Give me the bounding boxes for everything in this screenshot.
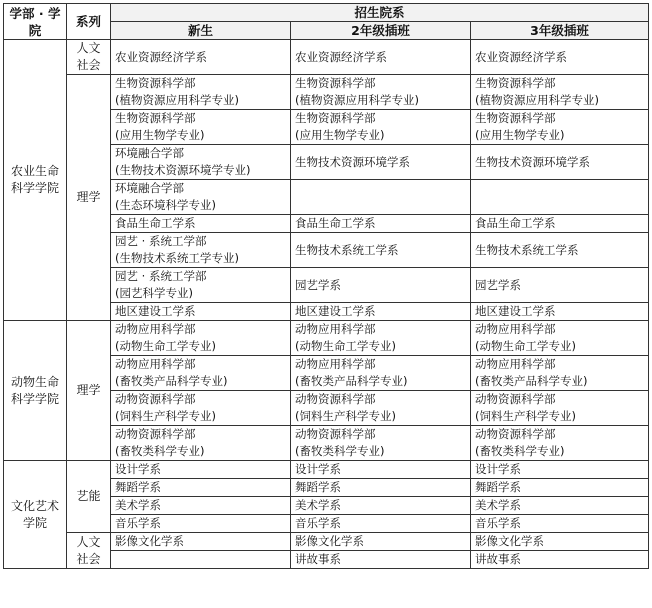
dept-grade3: 音乐学系 bbox=[471, 515, 649, 533]
dept-grade2: 动物资源科学部 (饲料生产科学专业) bbox=[291, 391, 471, 426]
header-grade2: 2年级插班 bbox=[291, 22, 471, 40]
dept-grade2: 影像文化学系 bbox=[291, 533, 471, 551]
dept-new: 环境融合学部 (生态环境科学专业) bbox=[111, 180, 291, 215]
dept-new: 影像文化学系 bbox=[111, 533, 291, 551]
college-name: 文化艺术学院 bbox=[4, 461, 67, 569]
dept-grade3: 生物技术资源环境学系 bbox=[471, 145, 649, 180]
dept-new bbox=[111, 551, 291, 569]
dept-grade3: 动物资源科学部 (饲料生产科学专业) bbox=[471, 391, 649, 426]
dept-grade2: 美术学系 bbox=[291, 497, 471, 515]
dept-grade2: 生物资源科学部 (应用生物学专业) bbox=[291, 110, 471, 145]
dept-grade2: 地区建设工学系 bbox=[291, 303, 471, 321]
recruitment-table bbox=[3, 3, 649, 569]
dept-new: 动物资源科学部 (饲料生产科学专业) bbox=[111, 391, 291, 426]
dept-new: 设计学系 bbox=[111, 461, 291, 479]
header-recruit: 招生院系 bbox=[111, 4, 649, 22]
dept-grade2: 讲故事系 bbox=[291, 551, 471, 569]
dept-new: 生物资源科学部 (应用生物学专业) bbox=[111, 110, 291, 145]
table-row bbox=[4, 75, 649, 110]
series-name: 人文社会 bbox=[67, 40, 111, 75]
header-new: 新生 bbox=[111, 22, 291, 40]
dept-grade2: 食品生命工学系 bbox=[291, 215, 471, 233]
dept-grade2: 生物资源科学部 (植物资源应用科学专业) bbox=[291, 75, 471, 110]
dept-new: 地区建设工学系 bbox=[111, 303, 291, 321]
dept-new: 食品生命工学系 bbox=[111, 215, 291, 233]
dept-grade2: 动物应用科学部 (动物生命工学专业) bbox=[291, 321, 471, 356]
dept-grade2: 动物应用科学部 (畜牧类产品科学专业) bbox=[291, 356, 471, 391]
dept-grade3: 动物资源科学部 (畜牧类科学专业) bbox=[471, 426, 649, 461]
college-name: 农业生命科学学院 bbox=[4, 40, 67, 321]
header-grade3: 3年级插班 bbox=[471, 22, 649, 40]
dept-grade2: 动物资源科学部 (畜牧类科学专业) bbox=[291, 426, 471, 461]
dept-new: 动物应用科学部 (畜牧类产品科学专业) bbox=[111, 356, 291, 391]
dept-new: 园艺 · 系统工学部 (生物技术系统工学专业) bbox=[111, 233, 291, 268]
series-name: 理学 bbox=[67, 75, 111, 321]
header-college: 学部 · 学院 bbox=[4, 4, 67, 40]
dept-grade2: 设计学系 bbox=[291, 461, 471, 479]
college-name: 动物生命科学学院 bbox=[4, 321, 67, 461]
dept-new: 舞蹈学系 bbox=[111, 479, 291, 497]
table-row bbox=[4, 40, 649, 75]
dept-grade2: 园艺学系 bbox=[291, 268, 471, 303]
dept-grade2: 农业资源经济学系 bbox=[291, 40, 471, 75]
dept-new: 农业资源经济学系 bbox=[111, 40, 291, 75]
table-row bbox=[4, 533, 649, 551]
series-name: 艺能 bbox=[67, 461, 111, 533]
dept-grade2: 音乐学系 bbox=[291, 515, 471, 533]
dept-grade2: 生物技术资源环境学系 bbox=[291, 145, 471, 180]
dept-grade3: 地区建设工学系 bbox=[471, 303, 649, 321]
dept-grade3: 食品生命工学系 bbox=[471, 215, 649, 233]
dept-new: 园艺 · 系统工学部 (园艺科学专业) bbox=[111, 268, 291, 303]
dept-grade3: 园艺学系 bbox=[471, 268, 649, 303]
dept-grade3: 讲故事系 bbox=[471, 551, 649, 569]
dept-grade3: 农业资源经济学系 bbox=[471, 40, 649, 75]
dept-grade3: 生物资源科学部 (应用生物学专业) bbox=[471, 110, 649, 145]
dept-grade3: 动物应用科学部 (动物生命工学专业) bbox=[471, 321, 649, 356]
dept-new: 动物应用科学部 (动物生命工学专业) bbox=[111, 321, 291, 356]
dept-new: 环境融合学部 (生物技术资源环境学专业) bbox=[111, 145, 291, 180]
dept-grade3: 影像文化学系 bbox=[471, 533, 649, 551]
dept-new: 美术学系 bbox=[111, 497, 291, 515]
dept-grade2: 舞蹈学系 bbox=[291, 479, 471, 497]
series-name: 人文社会 bbox=[67, 533, 111, 569]
dept-grade2 bbox=[291, 180, 471, 215]
header-series: 系列 bbox=[67, 4, 111, 40]
dept-grade3: 生物资源科学部 (植物资源应用科学专业) bbox=[471, 75, 649, 110]
dept-grade2: 生物技术系统工学系 bbox=[291, 233, 471, 268]
dept-grade3 bbox=[471, 180, 649, 215]
dept-new: 生物资源科学部 (植物资源应用科学专业) bbox=[111, 75, 291, 110]
dept-grade3: 生物技术系统工学系 bbox=[471, 233, 649, 268]
dept-new: 动物资源科学部 (畜牧类科学专业) bbox=[111, 426, 291, 461]
table-row bbox=[4, 461, 649, 479]
dept-grade3: 舞蹈学系 bbox=[471, 479, 649, 497]
series-name: 理学 bbox=[67, 321, 111, 461]
dept-grade3: 动物应用科学部 (畜牧类产品科学专业) bbox=[471, 356, 649, 391]
dept-grade3: 美术学系 bbox=[471, 497, 649, 515]
table-body bbox=[4, 40, 649, 569]
table-row bbox=[4, 321, 649, 356]
dept-grade3: 设计学系 bbox=[471, 461, 649, 479]
dept-new: 音乐学系 bbox=[111, 515, 291, 533]
